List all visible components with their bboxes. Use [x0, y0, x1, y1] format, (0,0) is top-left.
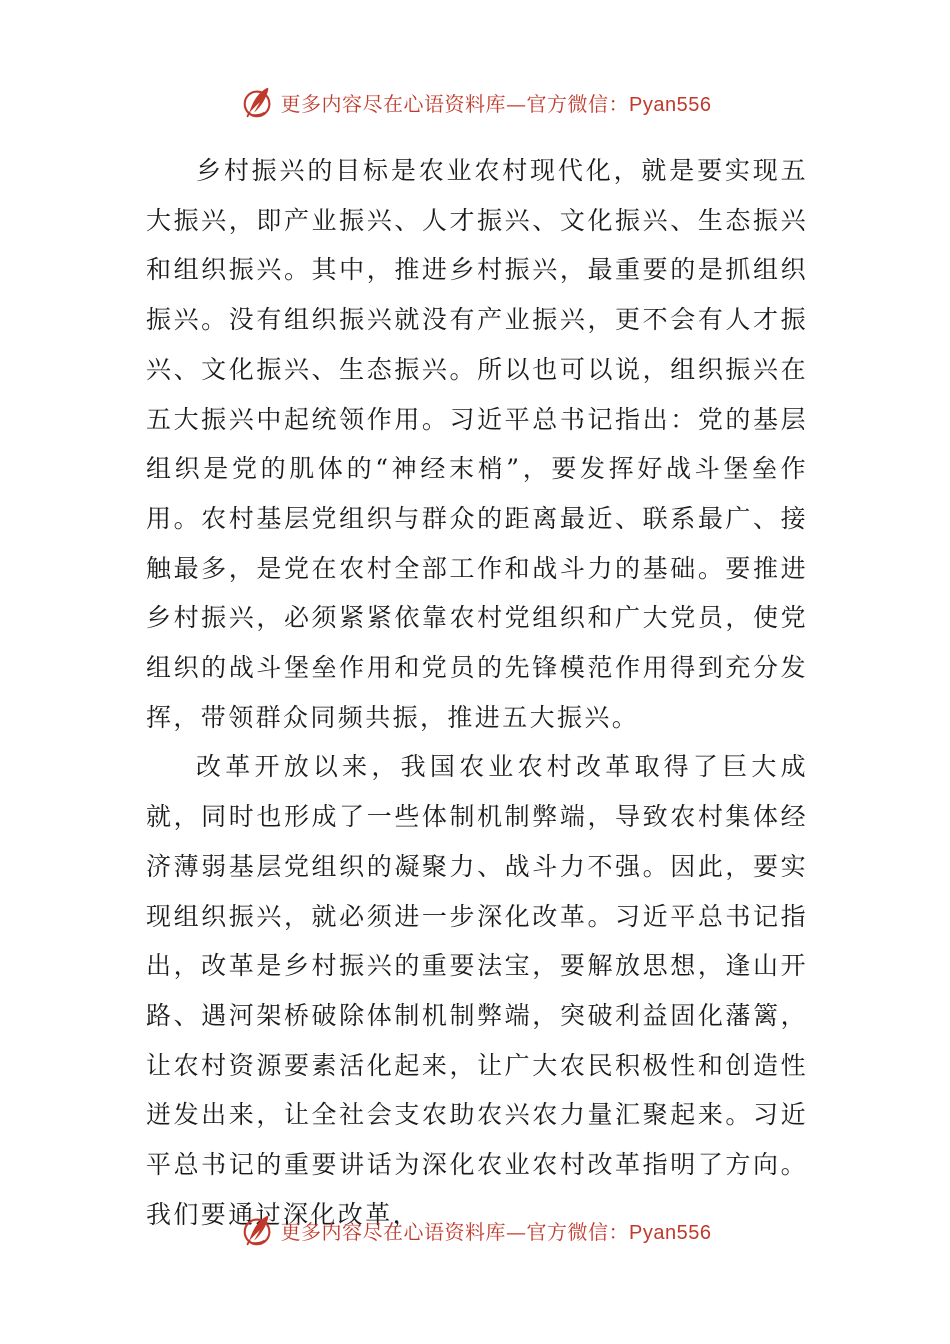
header-wechat-id: Pyan556 [629, 93, 712, 116]
quill-pen-logo-icon [239, 83, 277, 121]
header-banner-text: 更多内容尽在心语资料库—官方微信：Pyan556 [280, 91, 712, 116]
footer-banner-text: 更多内容尽在心语资料库—官方微信：Pyan556 [280, 1219, 712, 1244]
paragraph-2: 改革开放以来，我国农业农村改革取得了巨大成就，同时也形成了一些体制机制弊端，导致农村集体经济薄弱基层党组织的凝聚力、战斗力不强。因此，要实现组织振兴，就必须进一步深化改革。习近平总书记指出，改革是乡村振兴的重要法宝，要解放思想，逢山开路、遇河架桥破除体制机制弊端，突破利益固化藩篱，让农村资源要素活化起来，让广大农民积极性和创造性迸发出来，让全社会支农助农兴农力量汇聚起来。习近平总书记的重要讲话为深化农业农村改革指明了方向。我们要通过深化改革， [146, 752, 808, 1229]
header-banner [0, 82, 950, 122]
footer-banner [0, 1210, 950, 1250]
footer-wechat-id: Pyan556 [629, 1221, 712, 1244]
document-body [146, 146, 808, 1239]
quill-pen-logo-icon [239, 1211, 277, 1249]
paragraph-1: 乡村振兴的目标是农业农村现代化，就是要实现五大振兴，即产业振兴、人才振兴、文化振兴、生态振兴和组织振兴。其中，推进乡村振兴，最重要的是抓组织振兴。没有组织振兴就没有产业振兴，更不会有人才振兴、文化振兴、生态振兴。所以也可以说，组织振兴在五大振兴中起统领作用。习近平总书记指出：党的基层组织是党的肌体的“神经末梢”，要发挥好战斗堡垒作用。农村基层党组织与群众的距离最近、联系最广、接触最多，是党在农村全部工作和战斗力的基础。要推进乡村振兴，必须紧紧依靠农村党组织和广大党员，使党组织的战斗堡垒作用和党员的先锋模范作用得到充分发挥，带领群众同频共振，推进五大振兴。 [146, 156, 808, 732]
